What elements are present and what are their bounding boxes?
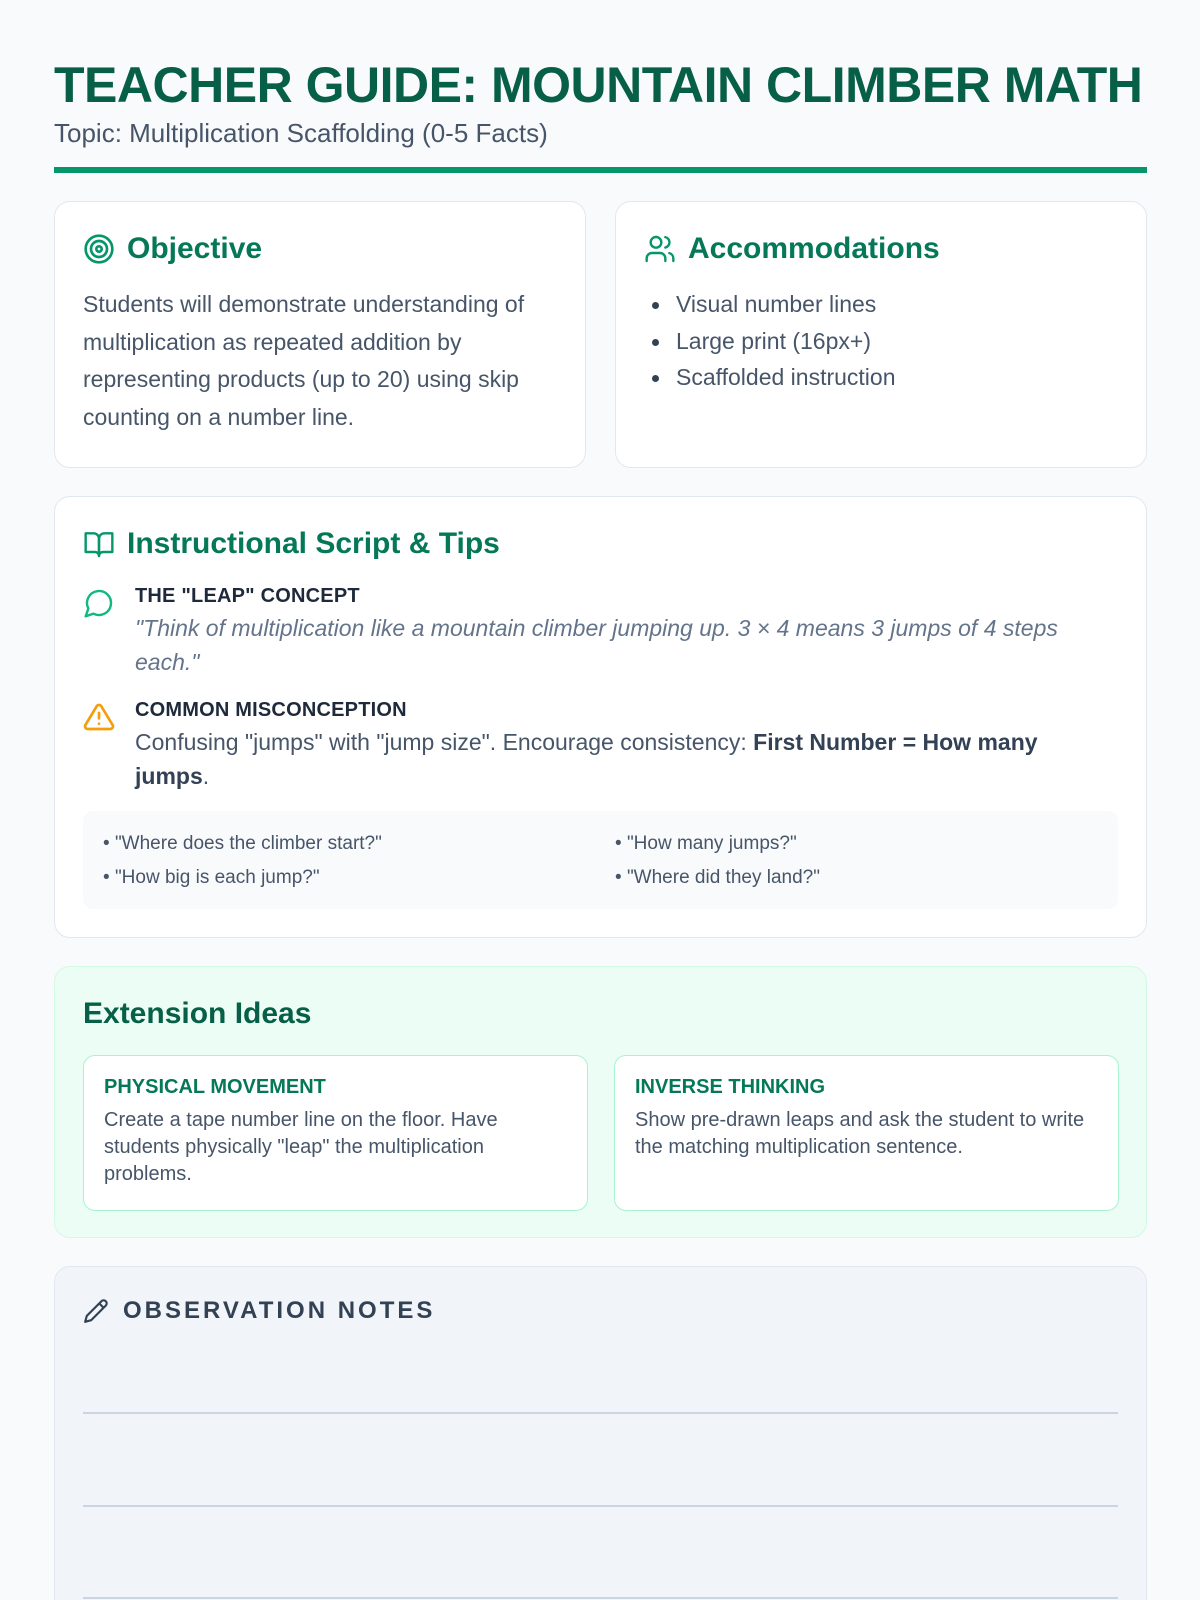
accommodations-card xyxy=(615,201,1147,468)
objective-text: Students will demonstrate understanding of multiplication as repeated addition by representing products (up to 20) using skip counting on a number line. xyxy=(83,291,525,430)
instructional-heading xyxy=(83,527,1118,561)
extension-card xyxy=(54,966,1147,1238)
question-item: • "Where does the climber start?" xyxy=(103,827,615,861)
extension-idea-text: Show pre-drawn leaps and ask the student to write the matching multiplication sentence. xyxy=(635,1109,1085,1158)
question-item: • "How many jumps?" xyxy=(615,827,1127,861)
message-circle-icon xyxy=(83,585,115,679)
question-item: • "How big is each jump?" xyxy=(103,861,615,895)
objective-card xyxy=(54,201,586,468)
misconception-emphasis: First Number = How many jumps xyxy=(135,729,1038,789)
misconception-tip xyxy=(83,699,1118,793)
extension-idea-heading: PHYSICAL MOVEMENT xyxy=(104,1076,326,1098)
observation-title: OBSERVATION NOTES xyxy=(123,1297,436,1324)
instructional-title: Instructional Script & Tips xyxy=(127,527,500,560)
objective-heading xyxy=(83,232,557,266)
users-icon xyxy=(644,233,676,265)
leap-concept-quote: "Think of multiplication like a mountain climber jumping up. 3 × 4 means 3 jumps of 4 steps each." xyxy=(135,615,1058,675)
extension-idea-physical xyxy=(83,1055,588,1211)
instructional-card xyxy=(54,496,1147,938)
accommodations-title: Accommodations xyxy=(688,232,940,265)
leap-concept-heading: THE "LEAP" CONCEPT xyxy=(135,585,360,607)
guiding-questions xyxy=(83,811,1118,909)
list-item: Large print (16px+) xyxy=(676,323,1118,360)
list-item: Scaffolded instruction xyxy=(676,359,1118,396)
pencil-icon xyxy=(83,1298,109,1324)
leap-concept-tip xyxy=(83,585,1118,679)
observation-heading xyxy=(83,1297,1118,1325)
observation-card xyxy=(54,1266,1147,1600)
accommodations-heading xyxy=(644,232,1118,266)
question-item: • "Where did they land?" xyxy=(615,861,1127,895)
note-writing-line[interactable] xyxy=(83,1412,1118,1414)
warning-triangle-icon xyxy=(83,699,115,793)
page-title: TEACHER GUIDE: MOUNTAIN CLIMBER MATH xyxy=(54,57,1143,113)
note-writing-line[interactable] xyxy=(83,1505,1118,1507)
accommodations-list xyxy=(644,286,1118,396)
note-writing-line[interactable] xyxy=(83,1597,1118,1599)
header-divider xyxy=(54,167,1147,173)
misconception-heading: COMMON MISCONCEPTION xyxy=(135,699,407,721)
page-subtitle: Topic: Multiplication Scaffolding (0-5 Facts) xyxy=(54,118,548,148)
list-item: Visual number lines xyxy=(676,286,1118,323)
extension-idea-inverse xyxy=(614,1055,1119,1211)
extension-idea-heading: INVERSE THINKING xyxy=(635,1076,826,1098)
target-icon xyxy=(83,233,115,265)
extension-idea-text: Create a tape number line on the floor. Have students physically "leap" the multiplication problems. xyxy=(104,1109,498,1185)
misconception-text: Confusing "jumps" with "jump size". Encourage consistency: First Number = How many jumps. xyxy=(135,729,1038,789)
objective-title: Objective xyxy=(127,232,263,265)
extension-title: Extension Ideas xyxy=(83,997,312,1030)
book-open-icon xyxy=(83,528,115,560)
